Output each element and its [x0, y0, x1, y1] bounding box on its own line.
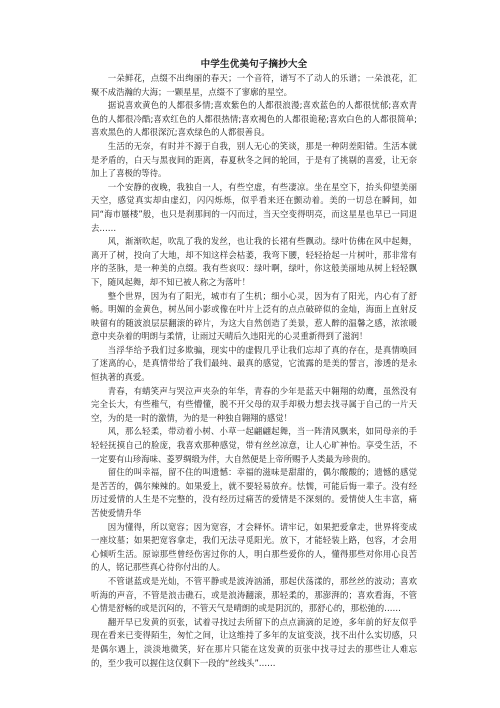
paragraph: 风，渐渐吹起，吹乱了我的发丝，也让我的长裙有些飘动。绿叶仿佛在风中起舞，离开了树，投向了大地，却不知这样会枯萎，我弯下腰，轻轻拾起一片树叶，那非常有序的茎脉，是一种美的点缀。我有些哀叹：绿叶啊，绿叶，你这般美丽地从树上轻轻飘下，随风起舞，却不知已被人称之为落叶！	[91, 236, 417, 287]
paragraph: 因为懂得，所以宽容；因为宽容，才会释怀。请牢记，如果把爱拿走，世界将变成一座坟墓；如果把宽容拿走，我们无法寻觅阳光。放下，才能轻装上路，包容，才会用心倾听生活。原谅那些曾经伤害过你的人，明白那些爱你的人，懂得那些对你用心良苦的人，铭记那些真心待你付出的人。	[91, 521, 417, 573]
paragraph: 风，那么轻柔，带动着小树、小草一起翩翩起舞，当一阵清风飘来，如同母亲的手轻轻抚摸自己的脸庞，我喜欢那种感觉，带有丝丝凉意，让人心旷神怡。享受生活，不一定要有山珍海味、菱罗绸缎为伴，大自然便是上帝所赐予人类最为珍贵的。	[91, 426, 417, 464]
paragraph: 不管谌蓝或是光灿，不管平静或是波涛汹涌，那起伏荡漾的，那丝丝的波动；喜欢听海的声音，不管是浪击礁石，或是浪涛翻滚，那轻柔的，那澎湃的；喜欢看海，不管心情是舒畅的或是沉闷的，不管天气是晴朗的或是阴沉的，那舒心的，那松弛的……	[91, 575, 417, 614]
document-title: 中学生优美句子摘抄大全	[200, 59, 308, 70]
paragraph: 一朵鲜花，点缀不出绚丽的春天；一个音符，谱写不了动人的乐谱；一朵浪花，汇聚不成浩瀚的大海；一颗星星，点缀不了寥廓的星空。	[91, 73, 417, 97]
paragraph: 当浮华给予我们过多欺骗，现实中的虚假几乎让我们忘却了真的存在，是真情唤回了迷离的心，是真情带给了我们最纯、最真的感觉，它流露的是美的誓言，渗透的是永恒执著的真爱。	[91, 344, 417, 383]
paragraph: 青春，有蜻笑声与哭泣声夹杂的年华，青春的少年是蓝天中翱翔的幼鹰，虽然没有完全长大，有些稚气，有些懵懂，脱不开父母的双手却极力想去找寻属于自己的一片天空，为的是一时的激情，为的是一种独自翱翔的感觉！	[91, 385, 417, 423]
paragraph: 留住的叫幸福，留不住的叫遗憾：幸福的滋味是甜甜的，偶尔酸酸的；遗憾的感觉是苦苦的，偶尔辣辣的。如果爱上，就不要轻易放弃。怯懦，可能后悔一辈子。没有经历过爱情的人生是不完整的，没有经历过痛苦的爱情是不深刻的。爱情使人生丰富，痛苦使爱情升华	[91, 467, 417, 518]
paragraph: 整个世界，因为有了阳光，城市有了生机；细小心灵，因为有了阳光，内心有了舒畅。明媚的金黄色，树丛间小影或像在叶片上泛有的点点破碎似的金灿，海面上直射反映留有的随波浪层层翻滚的碎片，为这大自然创造了美景，惹人醉的温馨之感，浓浓暖意中夹杂着的明朗与柔情，让雨过天晴后久违阳光的心灵重新得到了滋润！	[91, 290, 417, 342]
document-body	[91, 58, 417, 670]
paragraph: 据说喜欢黄色的人都很多情;喜欢紫色的人都很浪漫;喜欢蓝色的人都很忧郁;喜欢青色的人都很冷酷;喜欢红色的人都很热情;喜欢褐色的人都很诡秘;喜欢白色的人都很简单;喜欢黑色的人都很深沉;喜欢绿色的人都很善良。	[91, 100, 417, 138]
paragraph: 生活的无奈，有时并不源于自我，别人无心的笑谈，那是一种阴差阳错。生活本就是矛盾的，白天与黑夜间的距离，春夏秋冬之间的轮回，于是有了挑剔的喜爱，让无奈加上了喜极的等待。	[91, 140, 417, 179]
paragraph: 翻开早已发黄的页张，试着寻找过去所留下的点点滴滴的足迹，多年前的好友似乎现在看来已变得陌生，匆忙之间，让这维持了多年的友谊变淡，找不出什么实切感，只是偶尔遇上，淡淡地微笑，好在那片只能在这发黄的页张中找寻过去的那些让人难忘的，至少我可以握住这仅剩下一段的“丝线头”……	[91, 616, 417, 668]
paragraph-list	[91, 72, 417, 670]
paragraph: 一个安静的夜晚，我独自一人，有些空虚，有些凄凉。坐在星空下，抬头仰望美丽天空，感觉真实却由虚幻，闪闪烁烁，似乎看来还在颤动着。美的一切总在瞬间，如同“海市蜃楼”般，也只是刹那间的一闪而过，当天空变得明亮，而这星星也早已一同退去……	[91, 181, 417, 233]
